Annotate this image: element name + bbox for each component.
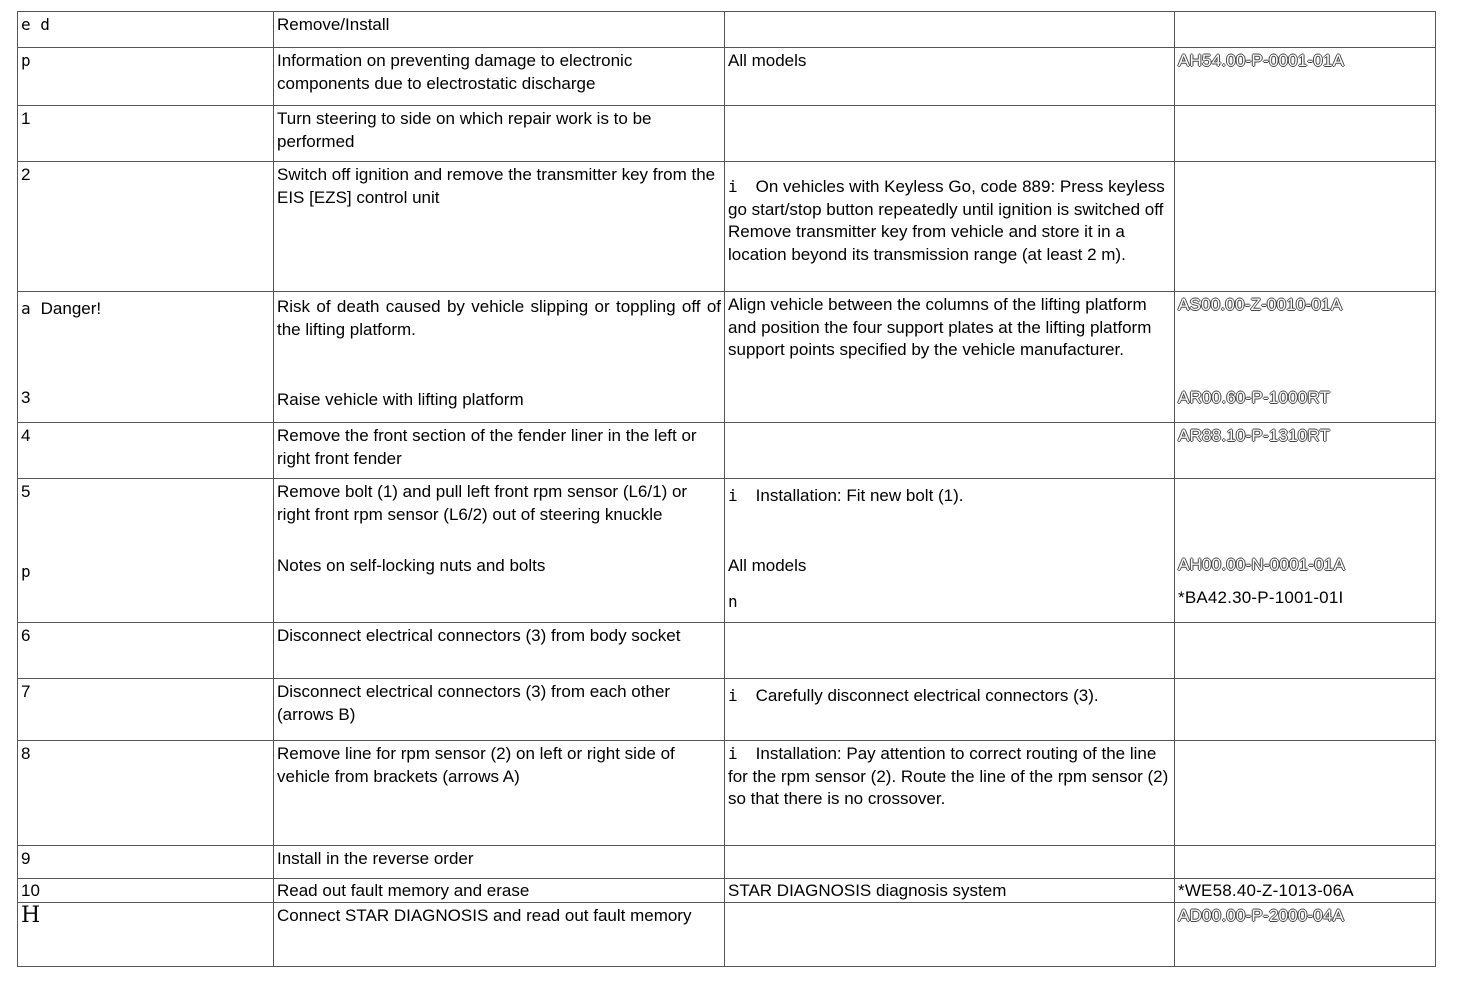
table-row [18, 679, 1436, 741]
step-action-sub: Notes on self-locking nuts and bolts [277, 556, 546, 575]
step-number: 7 [18, 679, 274, 741]
table-row [18, 741, 1436, 846]
step-reference-sub2[interactable]: *BA42.30-P-1001-01I [1178, 588, 1344, 607]
step-note [725, 623, 1175, 679]
step-action: Install in the reverse order [274, 846, 725, 879]
step-reference[interactable]: *WE58.40-Z-1013-06A [1175, 879, 1436, 903]
step-action-sub: Raise vehicle with lifting platform [277, 390, 524, 409]
table-row [18, 479, 1436, 623]
step-reference[interactable]: AR88.10-P-1310RT [1175, 423, 1436, 479]
step-action: Disconnect electrical connectors (3) from body socket [274, 623, 725, 679]
table-row [18, 903, 1436, 967]
step-reference [1175, 741, 1436, 846]
step-action: Information on preventing damage to electronic components due to electrostatic discharge [274, 48, 725, 106]
step-note: Align vehicle between the columns of the lifting platform and position the four support plates at the lifting platform support points specified by the vehicle manufacturer. [725, 292, 1175, 423]
step-note: i Carefully disconnect electrical connectors (3). [725, 679, 1175, 741]
procedure-table [17, 11, 1436, 967]
step-action: Read out fault memory and erase [274, 879, 725, 903]
step-number: 2 [18, 162, 274, 292]
step-number: 3 [21, 388, 31, 407]
step-note-sub: All models [728, 556, 807, 575]
step-action: Risk of death caused by vehicle slipping or toppling off of the lifting platform. Raise vehicle with lifting platform [274, 292, 725, 423]
table-row [18, 162, 1436, 292]
step-reference[interactable]: AD00.00-P-2000-04A [1175, 903, 1436, 967]
step-note [725, 423, 1175, 479]
info-icon: i [728, 486, 738, 505]
step-action: Remove bolt (1) and pull left front rpm sensor (L6/1) or right front rpm sensor (L6/2) out of steering knuckle Notes on self-locking nuts and bolts [274, 479, 725, 623]
step-reference[interactable]: AH54.00-P-0001-01A [1175, 48, 1436, 106]
step-note: STAR DIAGNOSIS diagnosis system [725, 879, 1175, 903]
step-action: Remove/Install [274, 12, 725, 48]
table-row [18, 846, 1436, 879]
table-row [18, 292, 1436, 423]
h-icon: H [21, 903, 41, 928]
table-row [18, 879, 1436, 903]
step-note: i On vehicles with Keyless Go, code 889: Press keyless go start/stop button repeatedly until ignition is switched off Remove transmitter key from vehicle and store it in a location beyond its transmission range (at least 2 m). [725, 162, 1175, 292]
table-row [18, 12, 1436, 48]
step-note [725, 106, 1175, 162]
table-row [18, 623, 1436, 679]
step-reference [1175, 679, 1436, 741]
step-reference-sub[interactable]: AH00.00-N-0001-01A [1178, 555, 1346, 574]
step-reference-sub[interactable]: AR00.60-P-1000RT [1178, 388, 1331, 407]
step-symbol: a Danger! 3 [18, 292, 274, 423]
info-icon: i [728, 686, 738, 705]
step-note: i Installation: Pay attention to correct routing of the line for the rpm sensor (2). Route the line of the rpm sensor (2) so that there is no crossover. [725, 741, 1175, 846]
table-row [18, 106, 1436, 162]
step-reference [1175, 623, 1436, 679]
step-symbol: p [18, 48, 274, 106]
danger-icon: a [21, 299, 31, 318]
step-action: Remove the front section of the fender liner in the left or right front fender [274, 423, 725, 479]
step-number: 4 [18, 423, 274, 479]
step-note [725, 903, 1175, 967]
procedure-icon: p [21, 562, 31, 581]
step-action: Disconnect electrical connectors (3) from each other (arrows B) [274, 679, 725, 741]
table-row [18, 423, 1436, 479]
step-symbol [18, 903, 274, 967]
step-note: i Installation: Fit new bolt (1). All models n [725, 479, 1175, 623]
step-reference [1175, 106, 1436, 162]
step-symbol: e d [18, 12, 274, 48]
step-note [725, 12, 1175, 48]
step-number: 9 [18, 846, 274, 879]
note-icon: n [728, 592, 738, 611]
step-action: Switch off ignition and remove the transmitter key from the EIS [EZS] control unit [274, 162, 725, 292]
step-note [725, 846, 1175, 879]
step-reference [1175, 12, 1436, 48]
step-note: All models [725, 48, 1175, 106]
step-number: 10 [18, 879, 274, 903]
step-action: Remove line for rpm sensor (2) on left or right side of vehicle from brackets (arrows A) [274, 741, 725, 846]
step-number: 6 [18, 623, 274, 679]
step-number: 8 [18, 741, 274, 846]
step-number: 5 p [18, 479, 274, 623]
table-row [18, 48, 1436, 106]
step-reference [1175, 162, 1436, 292]
info-icon: i [728, 744, 738, 763]
info-icon: i [728, 177, 738, 196]
step-reference[interactable]: AS00.00-Z-0010-01A AR00.60-P-1000RT [1175, 292, 1436, 423]
step-action: Turn steering to side on which repair work is to be performed [274, 106, 725, 162]
step-action: Connect STAR DIAGNOSIS and read out fault memory [274, 903, 725, 967]
step-reference [1175, 846, 1436, 879]
step-number: 1 [18, 106, 274, 162]
step-reference[interactable] [1175, 479, 1436, 623]
